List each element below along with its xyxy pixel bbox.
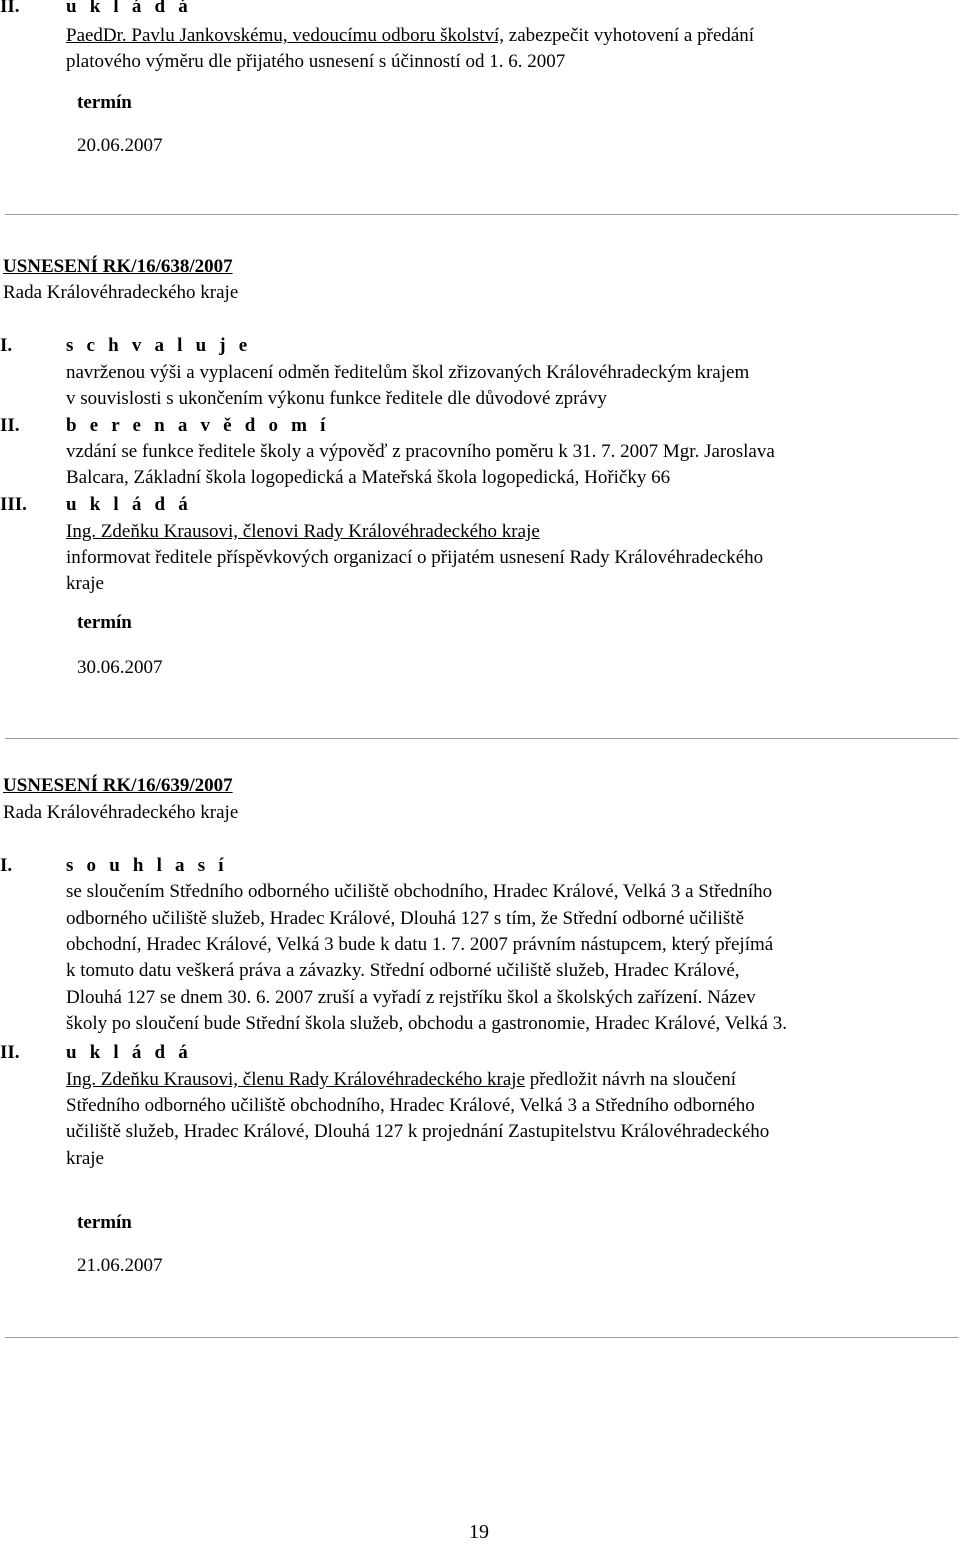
resolution-title: USNESENÍ RK/16/639/2007 — [3, 775, 233, 796]
section-verb: b e r e n a v ě d o m í — [66, 415, 330, 436]
section-divider — [5, 214, 958, 215]
paragraph-text: zabezpečit vyhotovení a předání — [504, 25, 755, 46]
section-verb: u k l á d á — [66, 0, 192, 17]
paragraph-line: k tomuto datu veškerá práva a závazky. Střední odborné učiliště služeb, Hradec Králové, — [66, 960, 740, 981]
paragraph-line: obchodní, Hradec Králové, Velká 3 bude k datu 1. 7. 2007 právním nástupcem, který přejímá — [66, 934, 774, 955]
section-number-i: I. — [0, 335, 13, 356]
paragraph-line: kraje — [66, 1148, 104, 1169]
addressee-underlined: PaedDr. Pavlu Jankovskému, vedoucímu odboru školství, — [66, 25, 505, 46]
termin-label: termín — [77, 92, 132, 113]
paragraph-line: vzdání se funkce ředitele školy a výpověď z pracovního poměru k 31. 7. 2007 Mgr. Jaroslava — [66, 441, 775, 462]
termin-date: 30.06.2007 — [77, 657, 163, 678]
section-number-ii: II. — [0, 415, 20, 436]
resolution-subtitle: Rada Královéhradeckého kraje — [3, 802, 239, 823]
section-verb: u k l á d á — [66, 494, 192, 515]
paragraph-line: platového výměru dle přijatého usnesení s účinností od 1. 6. 2007 — [66, 51, 566, 72]
section-verb: s c h v a l u j e — [66, 335, 252, 356]
section-verb: u k l á d á — [66, 1042, 192, 1063]
paragraph-line — [66, 1067, 736, 1093]
section-divider — [5, 738, 958, 739]
paragraph-line — [66, 23, 754, 49]
paragraph-line: v souvislosti s ukončením výkonu funkce ředitele dle důvodové zprávy — [66, 388, 607, 409]
termin-label: termín — [77, 1212, 132, 1233]
paragraph-line: Dlouhá 127 se dnem 30. 6. 2007 zruší a vyřadí z rejstříku škol a školských zařízení. Název — [66, 987, 756, 1008]
termin-label: termín — [77, 612, 132, 633]
section-number-i: I. — [0, 855, 13, 876]
paragraph-line: odborného učiliště služeb, Hradec Králové, Dlouhá 127 s tím, že Střední odborné učiliště — [66, 908, 745, 929]
paragraph-line: kraje — [66, 573, 104, 594]
page-number: 19 — [469, 1521, 489, 1543]
section-divider — [5, 1337, 958, 1338]
section-number-iii: III. — [0, 494, 27, 515]
paragraph-line: se sloučením Středního odborného učiliště obchodního, Hradec Králové, Velká 3 a Středního — [66, 881, 773, 902]
paragraph-line: informovat ředitele příspěvkových organizací o přijatém usnesení Rady Královéhradeckého — [66, 547, 764, 568]
paragraph-line: školy po sloučení bude Střední škola služeb, obchodu a gastronomie, Hradec Králové, Velká 3. — [66, 1013, 787, 1034]
paragraph-line: navrženou výši a vyplacení odměn ředitelům škol zřizovaných Královéhradeckým krajem — [66, 362, 750, 383]
addressee-underlined: Ing. Zdeňku Krausovi, členu Rady Královéhradeckého kraje — [66, 1069, 525, 1090]
addressee-underlined: Ing. Zdeňku Krausovi, členovi Rady Královéhradeckého kraje — [66, 521, 540, 542]
termin-date: 20.06.2007 — [77, 135, 163, 156]
termin-date: 21.06.2007 — [77, 1255, 163, 1276]
section-verb: s o u h l a s í — [66, 855, 228, 876]
section-number-ii: II. — [0, 1042, 20, 1063]
paragraph-line: Středního odborného učiliště obchodního, Hradec Králové, Velká 3 a Středního odborného — [66, 1095, 755, 1116]
resolution-subtitle: Rada Královéhradeckého kraje — [3, 282, 239, 303]
paragraph-text: předložit návrh na sloučení — [525, 1069, 737, 1090]
resolution-title: USNESENÍ RK/16/638/2007 — [3, 256, 233, 277]
section-number-ii: II. — [0, 0, 20, 17]
paragraph-line: učiliště služeb, Hradec Králové, Dlouhá 127 k projednání Zastupitelstvu Královéhradeckého — [66, 1121, 770, 1142]
paragraph-line: Balcara, Základní škola logopedická a Mateřská škola logopedická, Hořičky 66 — [66, 467, 671, 488]
